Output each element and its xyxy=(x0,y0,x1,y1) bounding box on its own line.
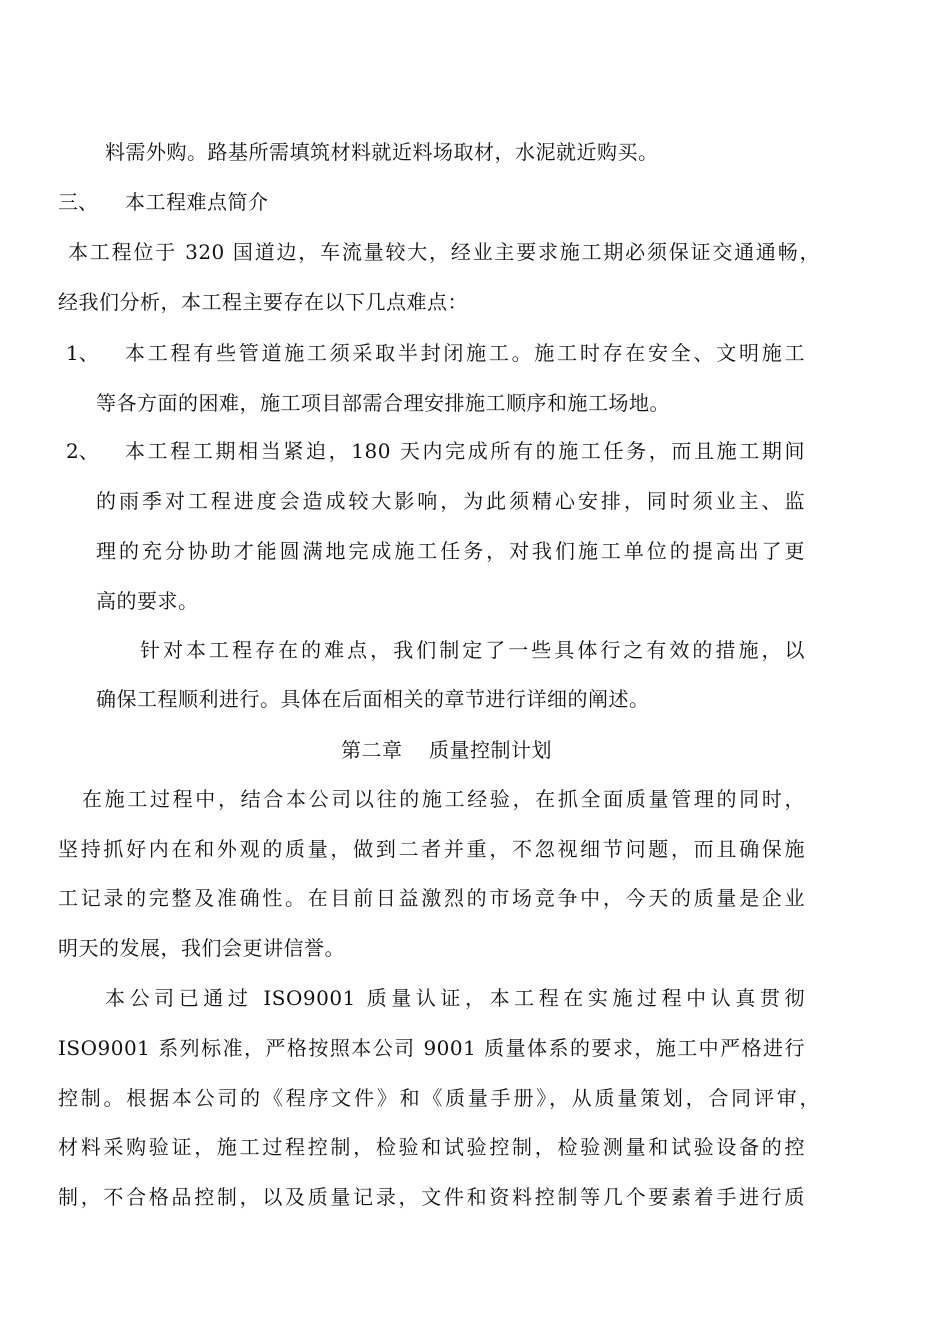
chapter-number: 第二章 xyxy=(341,738,403,762)
paragraph-line: 针对本工程存在的难点，我们制定了一些具体行之有效的措施，以 xyxy=(140,638,805,662)
paragraph-line: 制，不合格品控制，以及质量记录，文件和资料控制等几个要素着手进行质 xyxy=(58,1185,805,1209)
paragraph-line: ISO9001 系列标准，严格按照本公司 9001 质量体系的要求，施工中严格进行 xyxy=(58,1036,805,1060)
list-number: 2、 xyxy=(66,439,99,463)
section-heading: 本工程难点简介 xyxy=(125,190,269,214)
paragraph-line: 材料采购验证，施工过程控制，检验和试验控制，检验测量和试验设备的控 xyxy=(58,1135,805,1159)
section-number: 三、 xyxy=(58,190,98,214)
list-item-line: 本工程有些管道施工须采取半封闭施工。施工时存在安全、文明施工 xyxy=(125,341,805,365)
list-item-line: 的雨季对工程进度会造成较大影响，为此须精心安排，同时须业主、监 xyxy=(96,489,805,513)
paragraph-line: 经我们分析，本工程主要存在以下几点难点： xyxy=(58,290,468,314)
paragraph-line: 本工程位于 320 国道边，车流量较大，经业主要求施工期必须保证交通通畅， xyxy=(68,240,820,264)
paragraph-line: 明天的发展，我们会更讲信誉。 xyxy=(58,936,345,960)
paragraph-line: 坚持抓好内在和外观的质量，做到二者并重，不忽视细节问题，而且确保施 xyxy=(58,837,805,861)
list-item-line: 理的充分协助才能圆满地完成施工任务，对我们施工单位的提高出了更 xyxy=(96,539,805,563)
list-item-line: 等各方面的困难，施工项目部需合理安排施工顺序和施工场地。 xyxy=(96,391,670,415)
paragraph-line: 控制。根据本公司的《程序文件》和《质量手册》，从质量策划，合同评审， xyxy=(58,1086,820,1110)
paragraph-line: 料需外购。路基所需填筑材料就近料场取材，水泥就近购买。 xyxy=(105,140,659,164)
paragraph-line: 工记录的完整及准确性。在目前日益激烈的市场竞争中，今天的质量是企业 xyxy=(58,886,805,910)
paragraph-line: 在施工过程中，结合本公司以往的施工经验，在抓全面质量管理的同时， xyxy=(82,787,805,811)
paragraph-line: 确保工程顺利进行。具体在后面相关的章节进行详细的阐述。 xyxy=(96,687,650,711)
list-item-line: 本工程工期相当紧迫，180 天内完成所有的施工任务，而且施工期间 xyxy=(125,439,805,463)
list-number: 1、 xyxy=(66,341,99,365)
chapter-title: 质量控制计划 xyxy=(429,738,552,762)
list-item-line: 高的要求。 xyxy=(96,589,199,613)
paragraph-line: 本公司已通过 ISO9001 质量认证，本工程在实施过程中认真贯彻 xyxy=(105,986,805,1010)
